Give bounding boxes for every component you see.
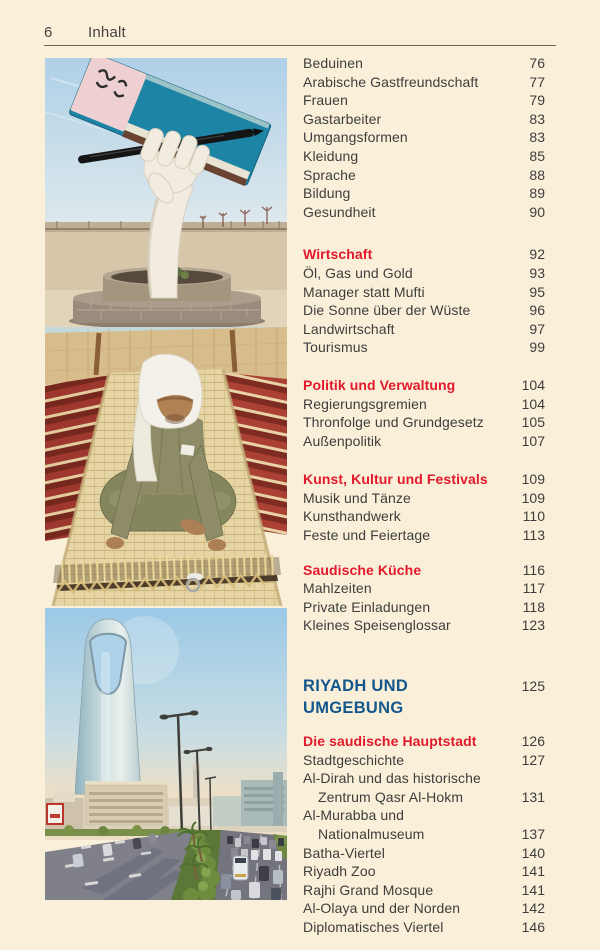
toc-entry — [303, 91, 545, 110]
toc-entry-page-number: 137 — [521, 826, 545, 842]
toc-entry — [303, 73, 545, 92]
toc-entry — [303, 54, 545, 73]
toc-entry — [303, 825, 545, 844]
toc-chapter-heading-label: RIYADH UND UMGEBUNG — [303, 677, 409, 718]
toc-section — [303, 54, 545, 221]
toc-entry — [303, 338, 545, 357]
toc-entry-label: Kleines Speisenglossar — [303, 617, 451, 634]
toc-entry-label: Zentrum Qasr Al-Hokm — [318, 788, 464, 805]
toc-entry-page-number: 105 — [521, 414, 545, 431]
toc-entry-label: Musik und Tänze — [303, 489, 411, 506]
toc-entry-label: Private Einladungen — [303, 598, 431, 615]
toc-entry-label: Diplomatisches Viertel — [303, 918, 444, 935]
toc-entry — [303, 264, 545, 283]
toc-entry-page-number: 113 — [522, 527, 545, 544]
toc-entry-label: Feste und Feiertage — [303, 527, 431, 544]
page-title: Inhalt — [88, 24, 126, 41]
toc-entry — [303, 147, 545, 166]
hand — [208, 539, 226, 551]
toc-entry — [303, 283, 545, 302]
toc-entry-label: Mahlzeiten — [303, 580, 372, 597]
toc-entry — [303, 751, 545, 770]
toc-section — [303, 732, 545, 937]
toc-entry — [303, 166, 545, 185]
toc-entry-label: Frauen — [303, 92, 348, 109]
toc-group-heading-page-number: 126 — [521, 733, 545, 750]
toc-section — [303, 245, 545, 357]
toc — [303, 54, 545, 937]
riyadh-kingdom-centre-highway-photo — [45, 608, 287, 900]
toc-entry-page-number: 83 — [529, 110, 545, 127]
toc-entry-label: Nationalmuseum — [318, 826, 425, 842]
toc-entry-page-number: 140 — [521, 844, 545, 861]
toc-entry-page-number: 118 — [522, 598, 545, 615]
toc-entry-label: Al-Murabba und — [303, 807, 405, 824]
toc-entry — [303, 881, 545, 900]
toc-entry — [303, 806, 545, 825]
toc-entry-label: Regierungsgremien — [303, 395, 427, 412]
toc-entry — [303, 301, 545, 320]
toc-entry — [303, 526, 545, 545]
toc-entry-label: Beduinen — [303, 55, 363, 71]
craftsman-weaving-palm-mat-photo — [45, 327, 287, 606]
toc-entry-page-number: 104 — [521, 395, 545, 412]
monument-hand-holding-book-and-pen-photo — [45, 58, 287, 327]
toc-entry — [303, 413, 545, 432]
toc-entry-page-number: 107 — [521, 432, 545, 449]
page-header — [44, 22, 556, 46]
toc-entry-label: Batha-Viertel — [303, 844, 385, 861]
toc-entry-label: Riyadh Zoo — [303, 863, 376, 880]
toc-entry — [303, 110, 545, 129]
toc-group-heading-label: Saudische Küche — [303, 561, 422, 578]
toc-entry-label: Kunsthandwerk — [303, 508, 401, 525]
toc-entry-label: Öl, Gas und Gold — [303, 264, 413, 281]
toc-entry-page-number: 142 — [521, 900, 545, 917]
toc-entry-page-number: 146 — [521, 918, 545, 935]
beard-shadow — [165, 414, 185, 424]
toc-entry-label: Al-Olaya und der Norden — [303, 900, 461, 917]
toc-chapter-heading — [303, 675, 545, 719]
toc-group-heading-label: Kunst, Kultur und Festivals — [303, 471, 488, 488]
toc-entry-page-number: 95 — [529, 283, 545, 300]
toc-entry-page-number: 79 — [529, 92, 545, 109]
toc-group-heading-label: Politik und Verwaltung — [303, 376, 456, 393]
toc-entry-page-number: 76 — [529, 55, 545, 71]
toc-group-heading — [303, 561, 545, 580]
photo-column — [45, 58, 287, 900]
toc-group-heading — [303, 376, 545, 395]
toc-section — [303, 376, 545, 450]
kingdom-centre-tower — [75, 619, 141, 794]
toc-entry-page-number: 89 — [529, 185, 545, 202]
toc-entry — [303, 769, 545, 788]
toc-entry-page-number: 99 — [529, 339, 545, 356]
toc-section — [303, 675, 545, 719]
toc-entry-page-number: 110 — [522, 508, 545, 525]
toc-entry — [303, 788, 545, 807]
toc-entry — [303, 184, 545, 203]
toc-entry-label: Kleidung — [303, 147, 359, 164]
toc-entry — [303, 432, 545, 451]
toc-entry-label: Arabische Gastfreundschaft — [303, 73, 479, 90]
toc-entry — [303, 579, 545, 598]
toc-entry — [303, 395, 545, 414]
toc-entry-label: Die Sonne über der Wüste — [303, 302, 471, 319]
toc-entry-page-number: 97 — [529, 320, 545, 337]
toc-entry-page-number: 131 — [521, 788, 545, 805]
toc-entry-page-number: 83 — [529, 129, 545, 146]
toc-entry-page-number: 127 — [521, 751, 545, 768]
toc-entry-page-number: 109 — [521, 489, 545, 506]
toc-group-heading — [303, 245, 545, 264]
toc-entry-label: Gastarbeiter — [303, 110, 382, 127]
toc-entry — [303, 203, 545, 222]
toc-entry-page-number: 141 — [521, 881, 545, 898]
toc-section — [303, 470, 545, 544]
toc-entry — [303, 862, 545, 881]
toc-entry-label: Bildung — [303, 185, 351, 202]
toc-entry-page-number: 123 — [521, 617, 545, 634]
toc-entry-label: Thronfolge und Grundgesetz — [303, 414, 484, 431]
toc-entry — [303, 918, 545, 937]
toc-entry-label: Umgangsformen — [303, 129, 408, 146]
toc-entry — [303, 320, 545, 339]
chest-pocket — [180, 444, 194, 456]
toc-group-heading-page-number: 116 — [522, 561, 545, 578]
hand — [106, 537, 124, 549]
toc-group-heading-page-number: 104 — [521, 376, 545, 393]
toc-group-heading — [303, 732, 545, 751]
toc-entry-label: Gesundheit — [303, 203, 376, 220]
toc-entry — [303, 489, 545, 508]
toc-entry-page-number: 90 — [529, 203, 545, 220]
toc-group-heading — [303, 470, 545, 489]
toc-entry-label: Sprache — [303, 166, 356, 183]
toc-entry — [303, 844, 545, 863]
toc-entry-label: Al-Dirah und das historische — [303, 770, 481, 787]
toc-entry-label: Rajhi Grand Mosque — [303, 881, 434, 898]
toc-entry — [303, 616, 545, 635]
toc-group-heading-label: Die saudische Hauptstadt — [303, 733, 477, 750]
toc-chapter-heading-page-number: 125 — [521, 678, 545, 695]
toc-entry-label: Stadtgeschichte — [303, 751, 405, 768]
toc-entry-page-number: 141 — [521, 863, 545, 880]
toc-entry-label: Tourismus — [303, 339, 368, 356]
toc-group-heading-page-number: 92 — [529, 246, 545, 263]
toc-section — [303, 561, 545, 635]
toc-entry — [303, 507, 545, 526]
page-number: 6 — [44, 24, 53, 41]
toc-entry — [303, 598, 545, 617]
toc-entry-page-number: 85 — [529, 147, 545, 164]
toc-group-heading-label: Wirtschaft — [303, 246, 373, 263]
toc-entry-label: Manager statt Mufti — [303, 283, 425, 300]
toc-entry-page-number: 77 — [529, 73, 545, 90]
toc-entry-page-number: 96 — [529, 302, 545, 319]
toc-entry-label: Landwirtschaft — [303, 320, 395, 337]
toc-entry-page-number: 88 — [529, 166, 545, 183]
toc-entry-label: Außenpolitik — [303, 432, 382, 449]
toc-entry — [303, 128, 545, 147]
toc-entry-page-number: 117 — [522, 580, 545, 597]
toc-entry — [303, 899, 545, 918]
toc-entry-page-number: 93 — [529, 264, 545, 281]
toc-group-heading-page-number: 109 — [521, 471, 545, 488]
